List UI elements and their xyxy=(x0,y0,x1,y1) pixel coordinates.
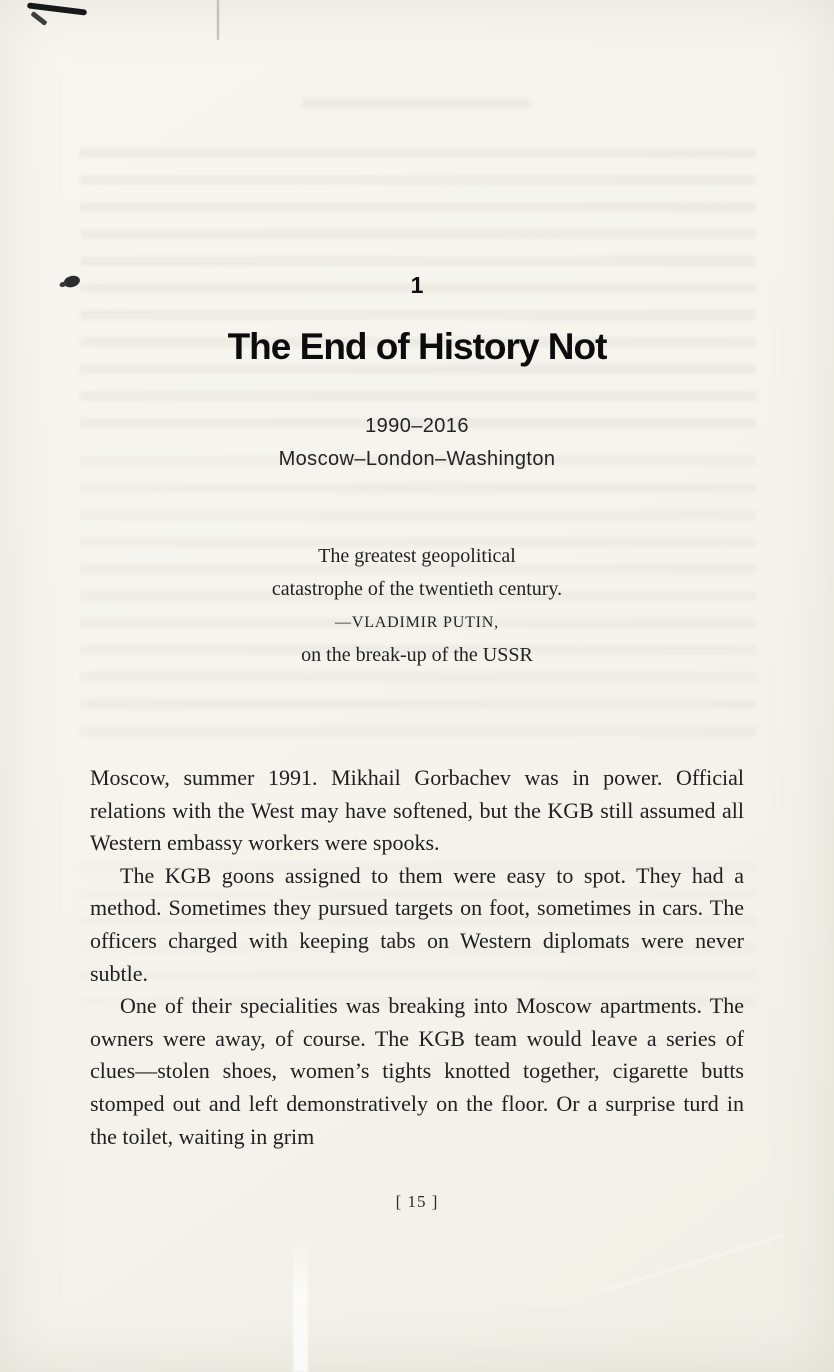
chapter-dates: 1990–2016 xyxy=(365,415,469,437)
chapter-meta xyxy=(0,410,834,476)
chapter-locations: Moscow–London–Washington xyxy=(278,448,556,470)
crease-line-top xyxy=(217,0,219,40)
paragraph-3: One of their specialities was breaking into Moscow apartments. The owners were away, of course. The KGB team would leave a series of clues—stolen shoes, women’s tights knotted together, cigarette butts stomped out and left demonstratively on the floor. Or a surprise turd in the toilet, waiting in grim xyxy=(90,993,744,1149)
epigraph xyxy=(0,540,834,672)
paragraph-2: The KGB goons assigned to them were easy to spot. They had a method. Sometimes they pursued targets on foot, sometimes in cars. The officers charged with keeping tabs on Western diplomats were never subtle. xyxy=(90,862,744,986)
ink-mark-top-left-tail xyxy=(30,11,47,26)
epigraph-attribution-note: on the break-up of the USSR xyxy=(301,644,533,666)
crease-line-bottom-right xyxy=(602,1234,784,1291)
ghost-running-head xyxy=(302,98,530,109)
paragraph-1: Moscow, summer 1991. Mikhail Gorbachev was in power. Official relations with the West may have softened, but the KGB still assumed all Western embassy workers were spooks. xyxy=(90,765,744,856)
body-text xyxy=(90,762,744,1153)
epigraph-line-1: The greatest geopolitical xyxy=(318,545,516,567)
epigraph-line-2: catastrophe of the twentieth century. xyxy=(271,578,563,600)
chapter-title: The End of History Not xyxy=(227,326,607,367)
chapter-number: 1 xyxy=(410,272,424,298)
page-number: [ 15 ] xyxy=(395,1192,439,1211)
epigraph-attribution: —VLADIMIR PUTIN, xyxy=(335,614,499,631)
scan-light-strip-bottom xyxy=(293,1232,308,1372)
